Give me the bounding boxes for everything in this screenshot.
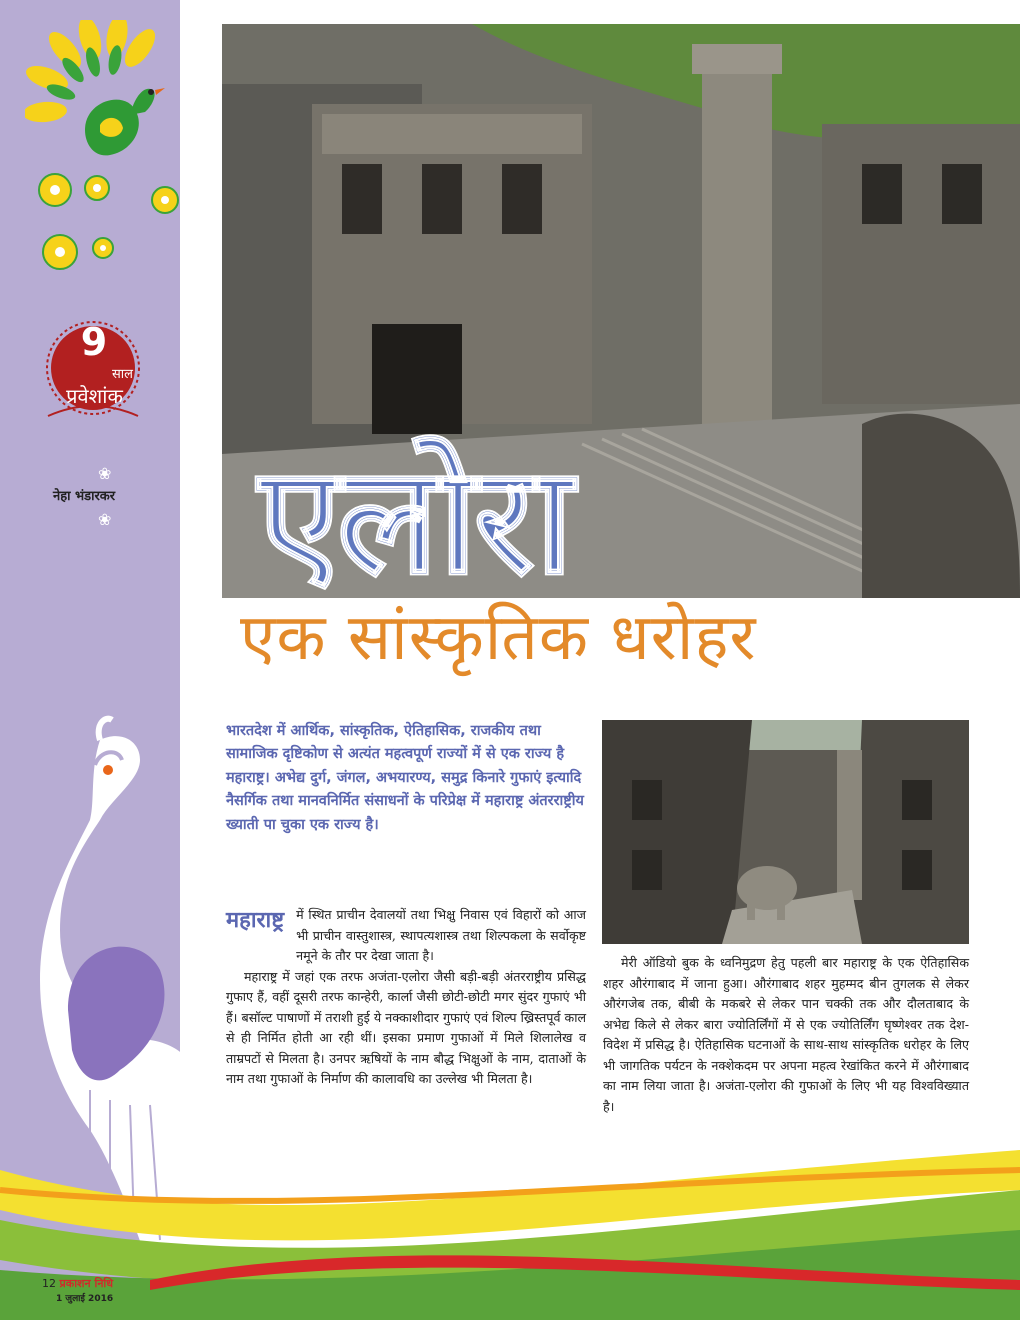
publication-name: प्रकाशन निधि	[59, 1277, 114, 1290]
intro-paragraph: भारतदेश में आर्थिक, सांस्कृतिक, ऐतिहासिक, राजकीय तथा सामाजिक दृष्टिकोण से अत्यंत महत्वपूर्ण राज्यों में से एक राज्य है महाराष्ट्र। अभेद्य दुर्ग, जंगल, अभयारण्य, समुद्र किनारे गुफाएं इत्यादि नैसर्गिक तथा मानवनिर्मित संसाधनों के परिप्रेक्ष में महाराष्ट्र अंतरराष्ट्रीय ख्याती पा चुका एक राज्य है।	[226, 723, 584, 833]
badge-year-label: साल	[112, 367, 133, 382]
body-paragraph: महाराष्ट्र में जहां एक तरफ अजंता-एलोरा जैसी बड़ी-बड़ी अंतरराष्ट्रीय प्रसिद्ध गुफाए हैं, वहीं दूसरी तरफ कान्हेरी, कार्ला जैसी छोटी-छोटी मगर सुंदर गुफाएं भी हैं। बसॉल्ट पाषाणों में तराशी हुई ये नक्काशीदार गुफाएं एवं शिल्प ख्रिस्तपूर्व काल से ही निर्मित होती आ रही थीं। इसका प्रमाण गुफाओं में मिले शिलालेख व ताम्रपटों से मिलता है। उनपर ऋषियों के नाम बौद्ध भिक्षुओं के नाम, दाताओं के नाम तथा गुफाओं के निर्माण की कालावधि का उल्लेख भी मिलता है।	[226, 968, 586, 1087]
issue-date: 1 जुलाई 2016	[56, 1294, 114, 1304]
footer-ribbon-decoration	[0, 1130, 1020, 1320]
author-name: नेहा भंडारकर	[53, 489, 116, 504]
flourish-icon: ❀	[98, 510, 112, 529]
article-subtitle: एक सांस्कृतिक धरोहर	[240, 601, 757, 675]
lead-word: महाराष्ट्र	[226, 907, 285, 933]
cave-corridor-photo	[602, 720, 969, 944]
folio	[42, 1276, 113, 1291]
body-paragraph: में स्थित प्राचीन देवालयों तथा भिक्षु निवास एवं विहारों को आज भी प्राचीन वास्तुशास्त्र, स्थापत्यशास्त्र तथा शिल्पकला के सर्वोकृष्ट नमूने के तौर पर देखा जाता है।	[296, 907, 586, 964]
flourish-icon: ❀	[98, 464, 112, 483]
peacock-ornament-icon	[25, 20, 195, 300]
body-column-right	[603, 953, 969, 1117]
article-title: एलोरा	[258, 434, 570, 608]
badge-number: 9	[80, 320, 108, 364]
body-column-left	[226, 905, 586, 1090]
badge-issue-label: प्रवेशांक	[66, 384, 123, 408]
page-number: 12	[42, 1277, 56, 1290]
body-paragraph: मेरी ऑडियो बुक के ध्वनिमुद्रण हेतु पहली बार महाराष्ट्र के एक ऐतिहासिक शहर औरंगाबाद में जाना हुआ। औरंगाबाद शहर मुहम्मद बीन तुगलक से लेकर औरंगजेब तक, बीबी के मकबरे से लेकर पान चक्की तक और दौलताबाद के अभेद्य किले से लेकर बारा ज्योतिर्लिंगों में से एक ज्योतिर्लिंग घृष्णेश्वर तक देश-विदेश में प्रसिद्ध है। ऐतिहासिक घटनाओं के साथ-साथ सांस्कृतिक धरोहर के लिए भी जागतिक पर्यटन के नक्शेकदम पर अपना महत्व रेखांकित करने में औरंगाबाद का नाम लिया जाता है। अजंता-एलोरा की गुफाओं के लिए भी यह विश्वविख्यात है।	[603, 955, 969, 1114]
